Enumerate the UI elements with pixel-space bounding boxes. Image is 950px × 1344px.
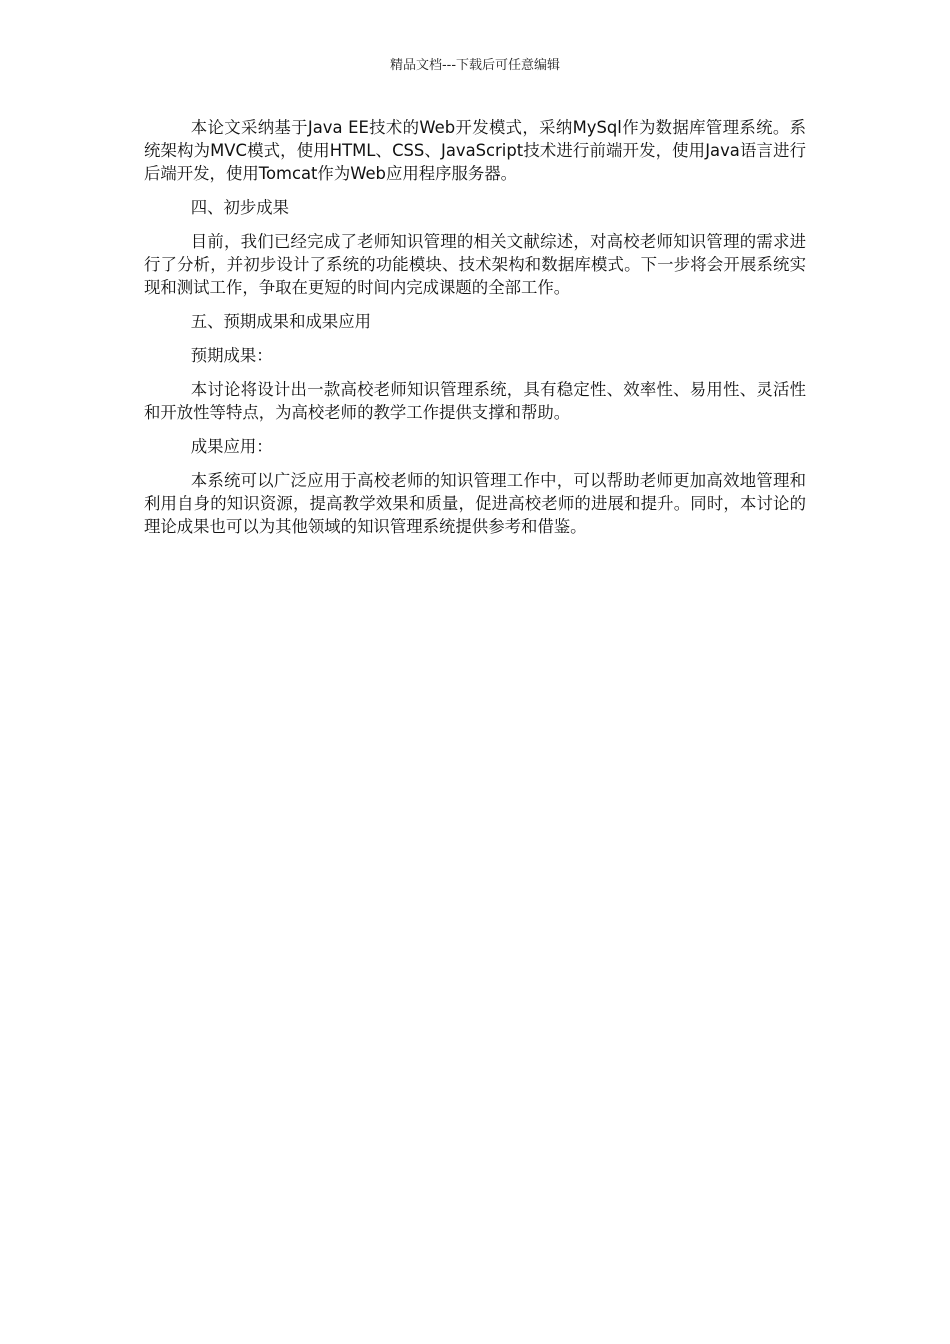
subheading-expected-results: 预期成果： — [190, 346, 273, 365]
page-header: 精品文档---下载后可任意编辑 — [389, 58, 561, 73]
paragraph-expected-results: 本讨论将设计出一款高校老师知识管理系统，具有稳定性、效率性、易用性、灵活性和开放性等特点，为高校老师的教学工作提供支撑和帮助。 — [144, 380, 806, 422]
section-heading-expected-results: 五、预期成果和成果应用 — [190, 312, 372, 331]
section-heading-preliminary-results: 四、初步成果 — [190, 198, 290, 217]
paragraph-results-application: 本系统可以广泛应用于高校老师的知识管理工作中，可以帮助老师更加高效地管理和利用自身的知识资源，提高教学效果和质量，促进高校老师的进展和提升。同时，本讨论的理论成果也可以为其他领域的知识管理系统提供参考和借鉴。 — [144, 471, 806, 536]
paragraph-tech-approach: 本论文采纳基于Java EE技术的Web开发模式，采纳MySql作为数据库管理系统。系统架构为MVC模式，使用HTML、CSS、JavaScript技术进行前端开发，使用Java语言进行后端开发，使用Tomcat作为Web应用程序服务器。 — [144, 118, 806, 183]
document-body — [144, 116, 806, 549]
subheading-results-application: 成果应用： — [190, 437, 273, 456]
paragraph-preliminary-results: 目前，我们已经完成了老师知识管理的相关文献综述，对高校老师知识管理的需求进行了分析，并初步设计了系统的功能模块、技术架构和数据库模式。下一步将会开展系统实现和测试工作，争取在更短的时间内完成课题的全部工作。 — [144, 232, 806, 297]
